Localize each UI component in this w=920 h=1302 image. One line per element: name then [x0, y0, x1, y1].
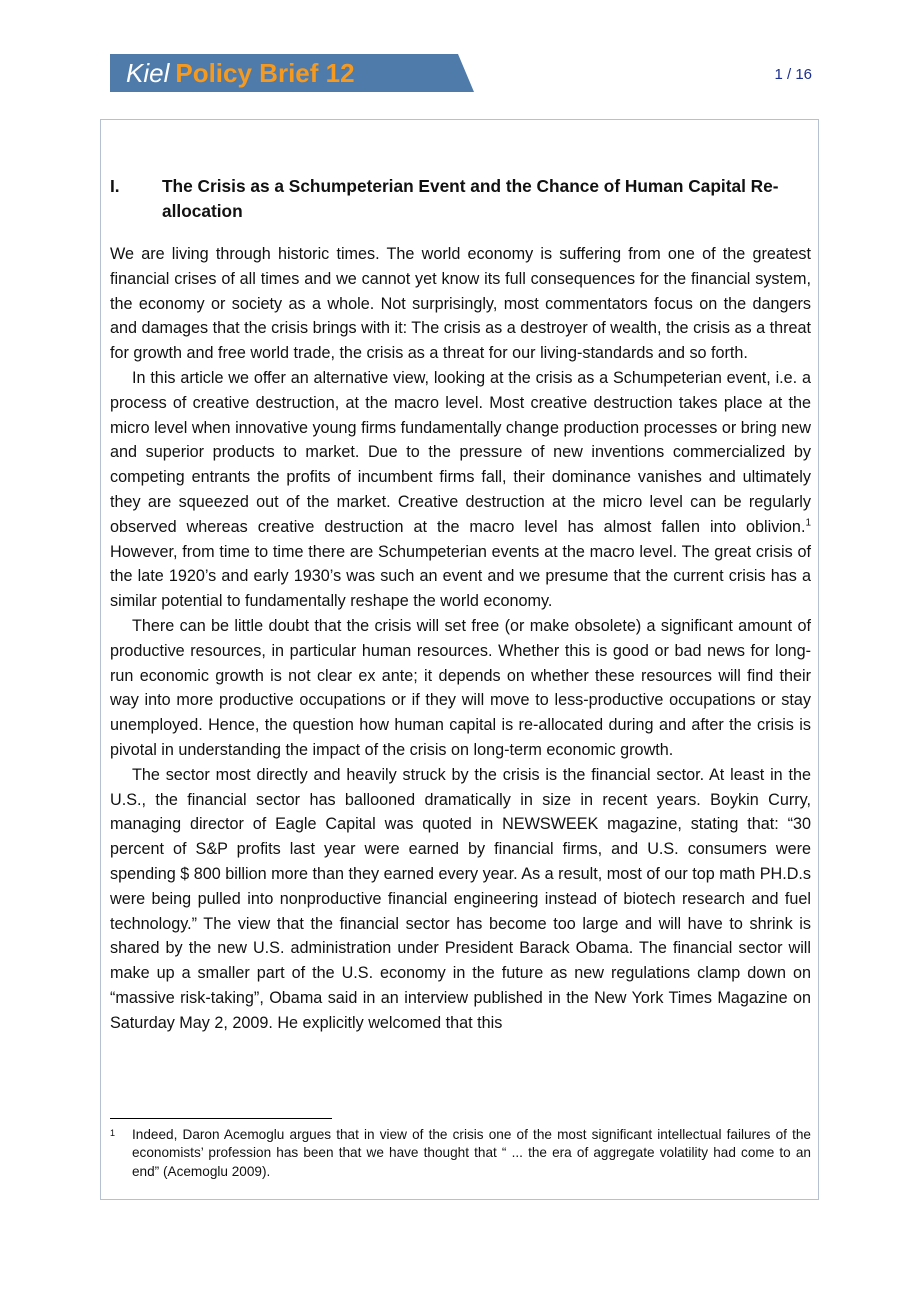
paragraph-1: We are living through historic times. The world economy is suffering from one of the greatest financial crises of all times and we cannot yet know its full consequences for the financial system, the economy or society as a whole. Not surprisingly, most commentators focus on the dangers and damages that the crisis brings with it: The crisis as a destroyer of wealth, the crisis as a threat for growth and free world trade, the crisis as a threat for our living-standards and so forth.: [110, 245, 811, 363]
brand-kiel: Kiel: [126, 58, 170, 88]
publication-title: [126, 55, 355, 91]
footnote-divider: [110, 1118, 332, 1119]
footnote-reference[interactable]: 1: [805, 517, 811, 529]
footnote: [110, 1126, 811, 1181]
footnote-text: Indeed, Daron Acemoglu argues that in view of the crisis one of the most significant intellectual failures of the economists’ profession has been that we have thought that “ ... the era of aggregate volatility had come to an end” (Acemoglu 2009).: [132, 1127, 811, 1179]
paragraph-4: The sector most directly and heavily struck by the crisis is the financial sector. At least in the U.S., the financial sector has ballooned dramatically in size in recent years. Boykin Curry, managing director of Eagle Capital was quoted in NEWSWEEK magazine, stating that: “30 percent of S&P profits last year were earned by financial firms, and U.S. consumers were spending $ 800 billion more than they earned every year. As a result, most of our top math PH.D.s were being pulled into nonproductive financial engineering instead of biotech research and fuel technology.” The view that the financial sector has become too large and will have to shrink is shared by the new U.S. administration under President Barack Obama. The financial sector will make up a smaller part of the U.S. economy in the future as new regulations clamp down on “massive risk-taking”, Obama said in an interview published in the New York Times Magazine on Saturday May 2, 2009. He explicitly welcomed that this: [110, 765, 811, 1032]
body-text: [110, 242, 811, 1036]
paragraph-2: [110, 366, 811, 614]
footnote-marker: 1: [110, 1128, 116, 1138]
paragraph-3: There can be little doubt that the crisis will set free (or make obsolete) a significant amount of productive resources, in particular human resources. Whether this is good or bad news for long-run economic growth is not clear ex ante; it depends on whether these resources will find their way into more productive occupations or if they will move to less-productive occupations or stay unemployed. Hence, the question how human capital is re-allocated during and after the crisis is pivotal in understanding the impact of the crisis on long-term economic growth.: [110, 616, 811, 759]
page-number: 1 / 16: [774, 66, 812, 83]
paragraph-2-text-cont: However, from time to time there are Schumpeterian events at the macro level. The great crisis of the late 1920’s and early 1930’s was such an event and we presume that the current crisis has a similar potential to fundamentally reshape the world economy.: [110, 542, 811, 611]
paragraph-2-text: In this article we offer an alternative view, looking at the crisis as a Schumpeterian event, i.e. a process of creative destruction, at the macro level. Most creative destruction takes place at the micro level when innovative young firms fundamentally change production processes or bring new and superior products to market. Due to the pressure of new inventions commercialized by competing entrants the profits of incumbent firms fall, their dominance vanishes and ultimately they are squeezed out of the market. Creative destruction at the micro level can be regularly observed whereas creative destruction at the macro level has almost fallen into oblivion.: [110, 368, 811, 536]
brand-policy-brief: Policy Brief 12: [175, 58, 355, 88]
section-number: I.: [110, 176, 120, 196]
section-title: The Crisis as a Schumpeterian Event and the Chance of Human Capital Re-allocation: [162, 176, 779, 221]
section-heading: [110, 174, 810, 223]
